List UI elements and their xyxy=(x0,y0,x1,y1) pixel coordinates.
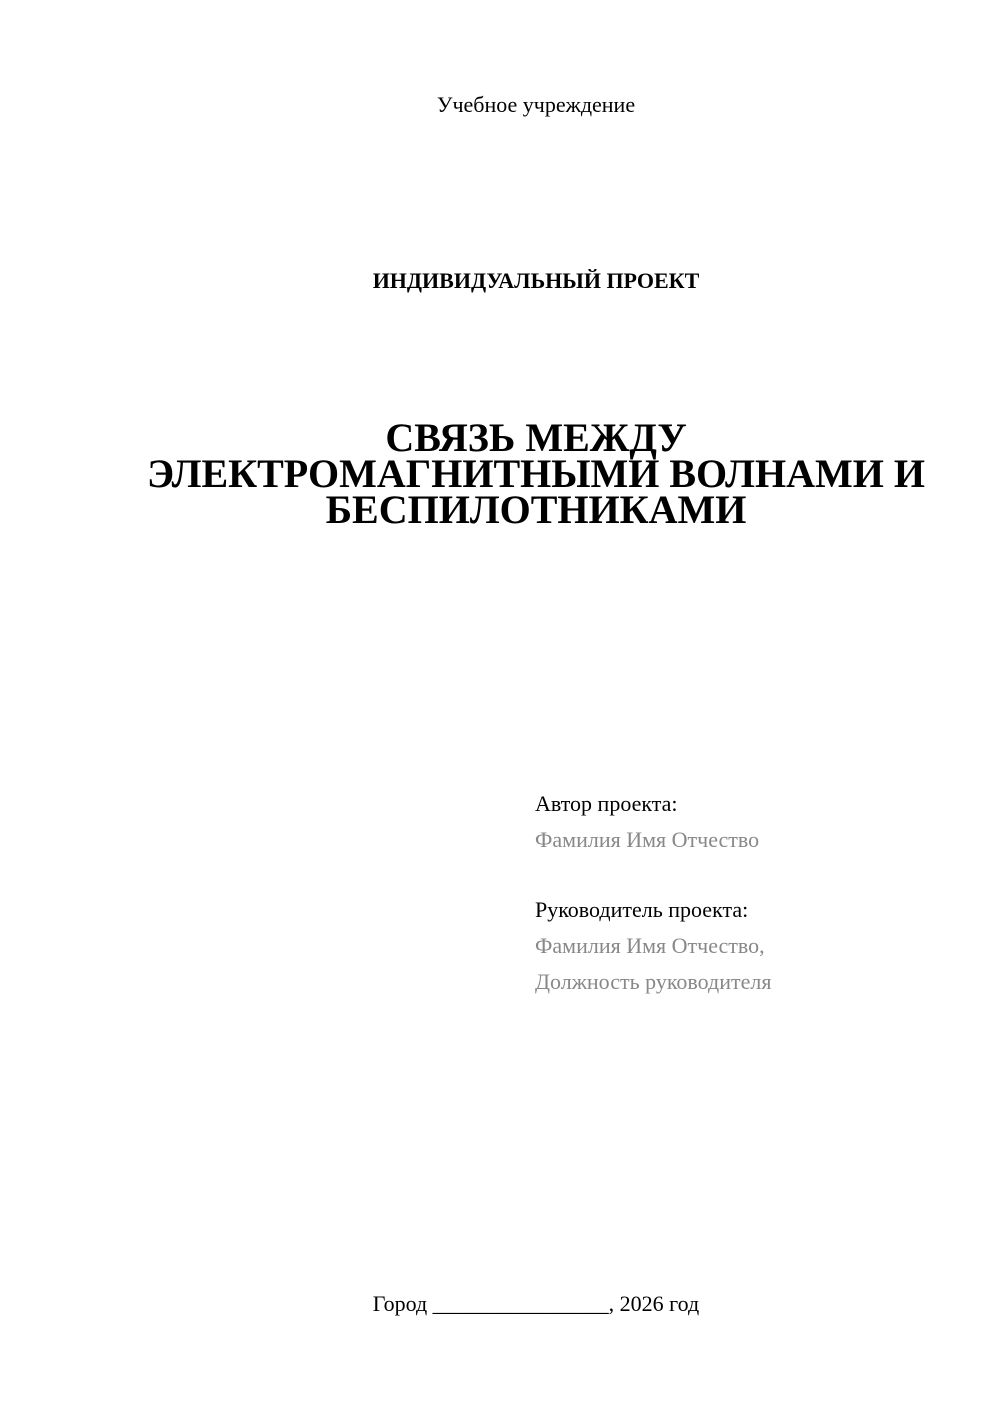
project-type-heading: ИНДИВИДУАЛЬНЫЙ ПРОЕКТ xyxy=(372,268,700,293)
institution-name: Учебное учреждение xyxy=(436,92,636,117)
supervisor-name: Фамилия Имя Отчество, xyxy=(535,933,765,958)
author-block xyxy=(535,786,975,858)
supervisor-block xyxy=(535,892,975,1000)
city-year-footer: Город ________________, 2026 год xyxy=(372,1291,700,1316)
supervisor-label: Руководитель проекта: xyxy=(535,897,749,922)
project-title-line: СВЯЗЬ МЕЖДУ xyxy=(385,415,687,460)
supervisor-position: Должность руководителя xyxy=(535,969,772,994)
project-title-line: ЭЛЕКТРОМАГНИТНЫМИ ВОЛНАМИ И xyxy=(147,451,925,496)
project-title-line: БЕСПИЛОТНИКАМИ xyxy=(325,487,747,532)
project-title xyxy=(100,415,972,532)
author-name: Фамилия Имя Отчество xyxy=(535,827,760,852)
author-label: Автор проекта: xyxy=(535,791,678,816)
